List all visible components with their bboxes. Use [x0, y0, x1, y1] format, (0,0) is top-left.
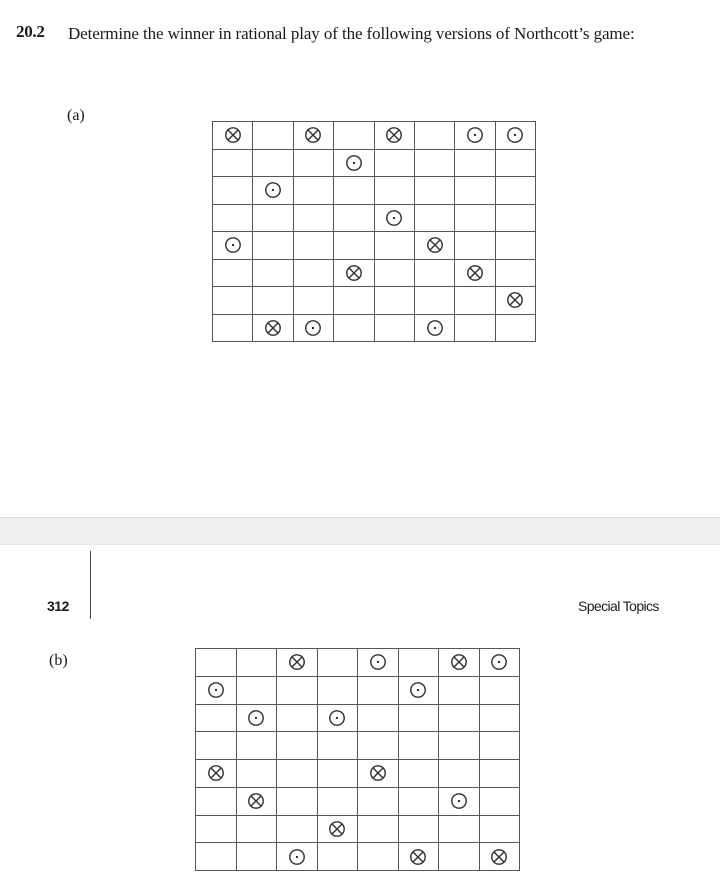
- board-cell: [237, 760, 278, 788]
- circled-dot-icon: [466, 126, 484, 144]
- board-cell: [439, 649, 480, 677]
- board-cell: [318, 732, 359, 760]
- board-cell: [496, 287, 536, 315]
- board-cell: [439, 816, 480, 844]
- board-cell: [196, 816, 237, 844]
- board-cell: [334, 177, 374, 205]
- circled-cross-icon: [207, 764, 225, 782]
- header-vertical-rule: [90, 551, 91, 619]
- board-cell: [439, 760, 480, 788]
- board-cell: [253, 260, 293, 288]
- circled-cross-icon: [369, 764, 387, 782]
- board-cell: [415, 122, 455, 150]
- board-cell: [480, 788, 521, 816]
- board-cell: [237, 677, 278, 705]
- board-cell: [318, 649, 359, 677]
- circled-cross-icon: [506, 291, 524, 309]
- board-cell: [253, 287, 293, 315]
- board-cell: [213, 150, 253, 178]
- board-cell: [358, 843, 399, 871]
- circled-cross-icon: [328, 820, 346, 838]
- board-cell: [415, 205, 455, 233]
- board-cell: [253, 150, 293, 178]
- part-b-label: (b): [49, 652, 68, 669]
- circled-dot-icon: [490, 653, 508, 671]
- board-cell: [318, 677, 359, 705]
- board-cell: [213, 122, 253, 150]
- circled-cross-icon: [409, 848, 427, 866]
- page-break-separator: [0, 517, 720, 545]
- board-cell: [213, 232, 253, 260]
- circled-cross-icon: [264, 319, 282, 337]
- board-cell: [334, 315, 374, 343]
- board-cell: [253, 205, 293, 233]
- board-cell: [399, 816, 440, 844]
- board-cell: [358, 649, 399, 677]
- board-cell: [415, 287, 455, 315]
- board-cell: [196, 649, 237, 677]
- part-a-label: (a): [67, 107, 85, 124]
- board-cell: [253, 122, 293, 150]
- circled-dot-icon: [345, 154, 363, 172]
- board-cell: [399, 705, 440, 733]
- board-cell: [334, 232, 374, 260]
- board-cell: [480, 649, 521, 677]
- board-cell: [277, 816, 318, 844]
- board-cell: [399, 843, 440, 871]
- board-cell: [496, 122, 536, 150]
- board-cell: [213, 287, 253, 315]
- circled-cross-icon: [450, 653, 468, 671]
- board-cell: [237, 705, 278, 733]
- board-cell: [277, 649, 318, 677]
- board-cell: [455, 232, 495, 260]
- problem-number: 20.2: [16, 22, 45, 41]
- board-cell: [294, 287, 334, 315]
- board-cell: [334, 150, 374, 178]
- circled-cross-icon: [426, 236, 444, 254]
- board-cell: [480, 732, 521, 760]
- circled-cross-icon: [490, 848, 508, 866]
- board-cell: [213, 205, 253, 233]
- circled-cross-icon: [288, 653, 306, 671]
- board-cell: [334, 205, 374, 233]
- board-cell: [294, 260, 334, 288]
- board-cell: [375, 287, 415, 315]
- board-cell: [480, 760, 521, 788]
- board-cell: [455, 315, 495, 343]
- board-cell: [237, 788, 278, 816]
- circled-dot-icon: [224, 236, 242, 254]
- board-cell: [415, 150, 455, 178]
- board-cell: [318, 788, 359, 816]
- board-cell: [277, 677, 318, 705]
- board-cell: [480, 705, 521, 733]
- circled-dot-icon: [288, 848, 306, 866]
- board-cell: [358, 677, 399, 705]
- page-number: 312: [47, 598, 69, 614]
- board-cell: [294, 232, 334, 260]
- board-cell: [253, 232, 293, 260]
- board-cell: [196, 677, 237, 705]
- board-cell: [334, 122, 374, 150]
- board-cell: [399, 732, 440, 760]
- problem-statement: Determine the winner in rational play of the following versions of Northcott’s game:: [68, 24, 635, 43]
- board-cell: [237, 732, 278, 760]
- board-cell: [318, 760, 359, 788]
- board-cell: [294, 150, 334, 178]
- board-cell: [358, 760, 399, 788]
- board-cell: [455, 287, 495, 315]
- board-cell: [213, 315, 253, 343]
- board-cell: [196, 843, 237, 871]
- board-cell: [496, 315, 536, 343]
- board-cell: [439, 843, 480, 871]
- board-b: [195, 648, 520, 871]
- board-cell: [294, 205, 334, 233]
- circled-dot-icon: [328, 709, 346, 727]
- board-cell: [318, 816, 359, 844]
- board-cell: [496, 260, 536, 288]
- circled-dot-icon: [304, 319, 322, 337]
- board-cell: [358, 732, 399, 760]
- board-cell: [253, 315, 293, 343]
- board-cell: [375, 205, 415, 233]
- board-cell: [375, 177, 415, 205]
- board-cell: [277, 843, 318, 871]
- board-a: [212, 121, 536, 342]
- board-cell: [277, 705, 318, 733]
- board-cell: [358, 816, 399, 844]
- board-cell: [399, 677, 440, 705]
- board-cell: [294, 315, 334, 343]
- board-cell: [415, 232, 455, 260]
- circled-dot-icon: [450, 792, 468, 810]
- board-cell: [213, 177, 253, 205]
- board-cell: [496, 177, 536, 205]
- board-cell: [399, 788, 440, 816]
- board-cell: [196, 760, 237, 788]
- circled-dot-icon: [506, 126, 524, 144]
- board-cell: [277, 732, 318, 760]
- circled-dot-icon: [207, 681, 225, 699]
- board-cell: [358, 788, 399, 816]
- circled-dot-icon: [426, 319, 444, 337]
- board-cell: [318, 705, 359, 733]
- board-cell: [375, 315, 415, 343]
- board-cell: [439, 705, 480, 733]
- board-cell: [375, 260, 415, 288]
- board-cell: [399, 760, 440, 788]
- board-cell: [415, 315, 455, 343]
- board-cell: [496, 205, 536, 233]
- board-cell: [294, 122, 334, 150]
- board-cell: [455, 205, 495, 233]
- running-head: Special Topics: [578, 598, 659, 614]
- board-cell: [196, 788, 237, 816]
- board-cell: [415, 177, 455, 205]
- board-cell: [455, 260, 495, 288]
- board-cell: [439, 732, 480, 760]
- board-cell: [318, 843, 359, 871]
- board-cell: [480, 843, 521, 871]
- circled-cross-icon: [385, 126, 403, 144]
- board-cell: [253, 177, 293, 205]
- board-cell: [277, 788, 318, 816]
- board-cell: [439, 677, 480, 705]
- board-cell: [334, 260, 374, 288]
- board-cell: [196, 705, 237, 733]
- board-cell: [213, 260, 253, 288]
- circled-dot-icon: [385, 209, 403, 227]
- board-cell: [237, 816, 278, 844]
- board-cell: [237, 843, 278, 871]
- board-cell: [375, 150, 415, 178]
- board-cell: [415, 260, 455, 288]
- circled-cross-icon: [466, 264, 484, 282]
- board-cell: [480, 677, 521, 705]
- board-cell: [375, 232, 415, 260]
- circled-dot-icon: [409, 681, 427, 699]
- board-cell: [237, 649, 278, 677]
- board-cell: [196, 732, 237, 760]
- board-cell: [439, 788, 480, 816]
- circled-dot-icon: [264, 181, 282, 199]
- board-cell: [358, 705, 399, 733]
- board-cell: [455, 150, 495, 178]
- circled-cross-icon: [224, 126, 242, 144]
- board-cell: [496, 150, 536, 178]
- board-cell: [294, 177, 334, 205]
- circled-dot-icon: [369, 653, 387, 671]
- board-cell: [399, 649, 440, 677]
- board-cell: [277, 760, 318, 788]
- board-cell: [480, 816, 521, 844]
- circled-cross-icon: [345, 264, 363, 282]
- circled-cross-icon: [304, 126, 322, 144]
- board-cell: [455, 177, 495, 205]
- board-cell: [455, 122, 495, 150]
- board-cell: [375, 122, 415, 150]
- board-cell: [334, 287, 374, 315]
- board-cell: [496, 232, 536, 260]
- circled-cross-icon: [247, 792, 265, 810]
- circled-dot-icon: [247, 709, 265, 727]
